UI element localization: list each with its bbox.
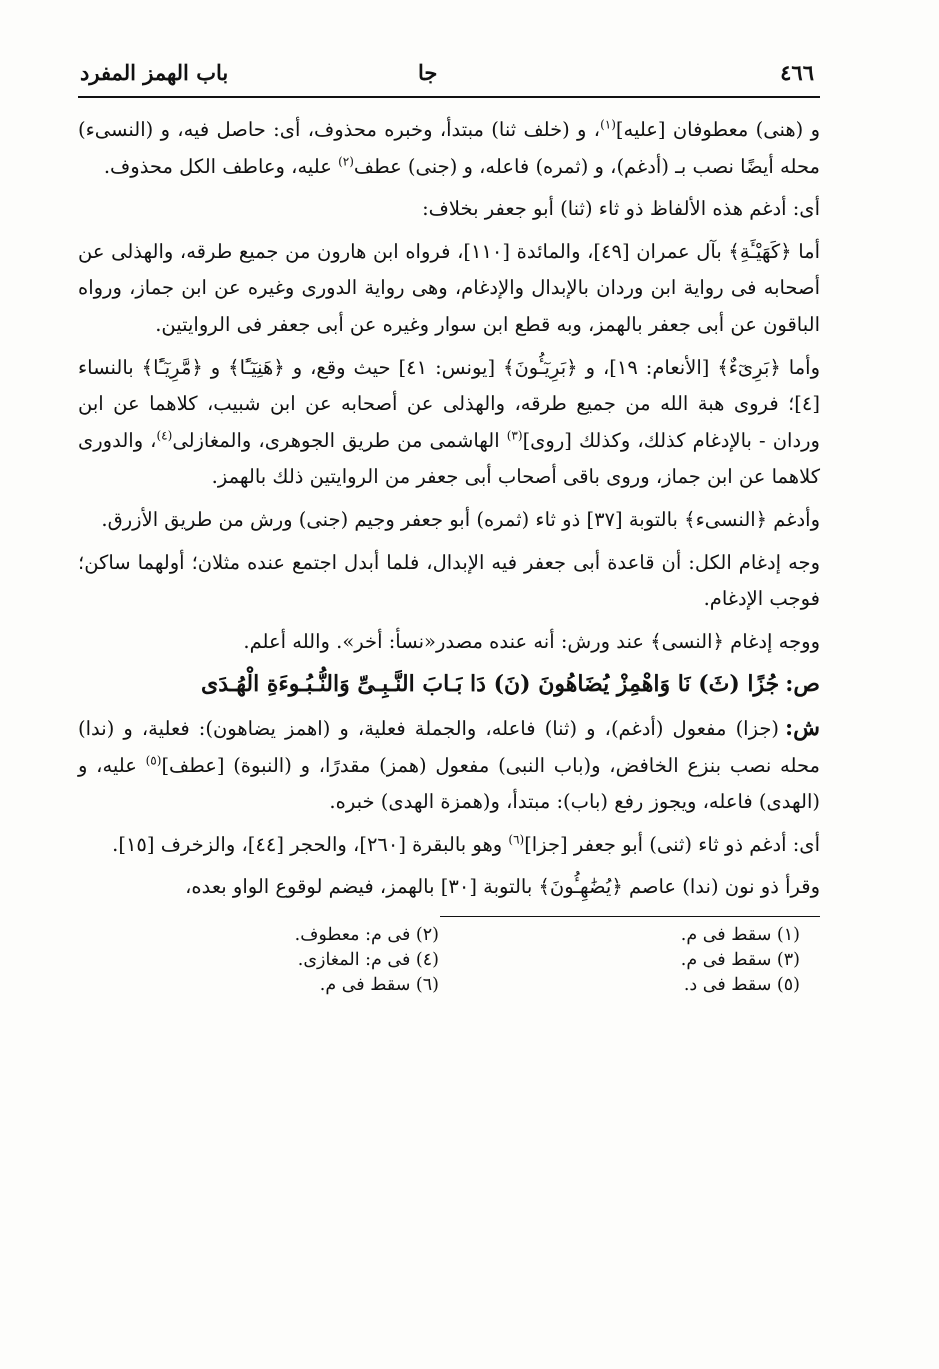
footnotes	[78, 923, 820, 998]
book-page	[78, 52, 820, 998]
volume-label: جا	[418, 60, 438, 85]
running-header	[78, 52, 820, 98]
footnote: (٥) سقط فى د.	[683, 974, 800, 995]
verse-line	[78, 666, 820, 704]
commentary-paragraph: وقرأ ذو نون (ندا) عاصم ﴿يُضَٰهِـُٔونَ﴾ بالتوبة [٣٠] بالهمز، فيضم لوقوع الواو بعده،	[185, 875, 820, 899]
paragraph: وأدغم ﴿النسىء﴾ بالتوبة [٣٧] ذو ثاء (ثمره) أبو جعفر وجيم (جنى) ورش من طريق الأزرق.	[101, 507, 820, 531]
paragraph: وجه إدغام الكل: أن قاعدة أبى جعفر فيه الإبدال، فلما أبدل اجتمع عنده مثلان؛ أولهما ساكن؛ فوجب الإدغام.	[78, 550, 820, 611]
footnote-divider	[440, 916, 820, 917]
paragraph: أما ﴿كَهَيْـَٔةِ﴾ بآل عمران [٤٩]، والمائدة [١١٠]، فرواه ابن هارون من جميع طرقه، والهذلى عن أصحابه فى رواية ابن وردان بالإبدال والإدغام، وهى رواية الدورى وغيره عن ابن جماز، ورواه الباقون عن أبى جعفر بالهمز، وبه قطع ابن سوار وغيره عن أبى جعفر فى الروايتين.	[78, 239, 820, 336]
commentary-mark: ش:	[785, 714, 820, 741]
verse-text: جُزًا (ثَ) نَا وَاهْمِزْ يُضَاهُونَ (نَ) دَا بَـابَ النَّـبِـىِّ وَالنُّـبُـوءَةِ الْهُـدَى	[201, 671, 780, 698]
paragraph: أى: أدغم هذه الألفاظ ذو ثاء (ثنا) أبو جعفر بخلاف:	[422, 197, 820, 221]
commentary-paragraph: ش:(جزا) مفعول (أدغم)، و (ثنا) فاعله، والجملة فعلية، و (اهمز يضاهون): فعلية، و (ندا) محله نصب بنزع الخافض، و(باب النبى) مفعول (همز) مقدرًا، و (النبوة) [عطف]$^{(٥)}$ عليه، و (الهدى) فاعله، ويجوز رفع (باب): مبتدأ، و(همزة الهدى) خبره.	[78, 714, 820, 814]
paragraph: ووجه إدغام ﴿النسى﴾ عند ورش: أنه عنده مصدر«نسأ: أخر». والله أعلم.	[243, 629, 820, 653]
footnote: (١) سقط فى م.	[680, 924, 800, 945]
chapter-title: باب الهمز المفرد	[80, 60, 229, 85]
paragraph: وأما ﴿بَرِىٓءٌ﴾ [الأنعام: ١٩]، و ﴿بَرِيٓـُٔونَ﴾ [يونس: ٤١] حيث وقع، و ﴿هَنِيٓـًٔا﴾ و ﴿مَّرِيٓـًٔا﴾ بالنساء [٤]؛ فروى هبة الله من جميع طرقه، والهذلى عن أصحابه عن ابن شبيب، كلاهما عن ابن وردان - بالإدغام كذلك، وكذلك [روى]$^{(٣)}$ الهاشمى من طريق الجوهرى، والمغازلى$^{(٤)}$، والدورى كلاهما عن ابن جماز، وروى باقى أصحاب أبى جعفر من الروايتين ذلك بالهمز.	[78, 355, 820, 489]
footnote: (٢) فى م: معطوف.	[294, 924, 439, 945]
footnote: (٤) فى م: المغازى.	[297, 949, 439, 970]
commentary-paragraph: أى: أدغم ذو ثاء (ثنى) أبو جعفر [جزا]$^{(٦)}$ وهو بالبقرة [٢٦٠]، والحجر [٤٤]، والزخرف [١٥].	[112, 832, 820, 856]
page-number: ٤٦٦	[780, 60, 814, 85]
footnote: (٦) سقط فى م.	[319, 974, 439, 995]
footnote: (٣) سقط فى م.	[680, 949, 800, 970]
verse-mark: ص:	[785, 671, 820, 698]
paragraph: و (هنى) معطوفان [عليه]$^{(١)}$، و (خلف ثنا) مبتدأ، وخبره محذوف، أى: حاصل فيه، و (النسىء) محله أيضًا نصب بـ (أدغم)، و (ثمره) فاعله، و (جنى) عطف$^{(٢)}$ عليه، وعاطف الكل محذوف.	[78, 117, 820, 178]
main-text	[78, 112, 820, 906]
